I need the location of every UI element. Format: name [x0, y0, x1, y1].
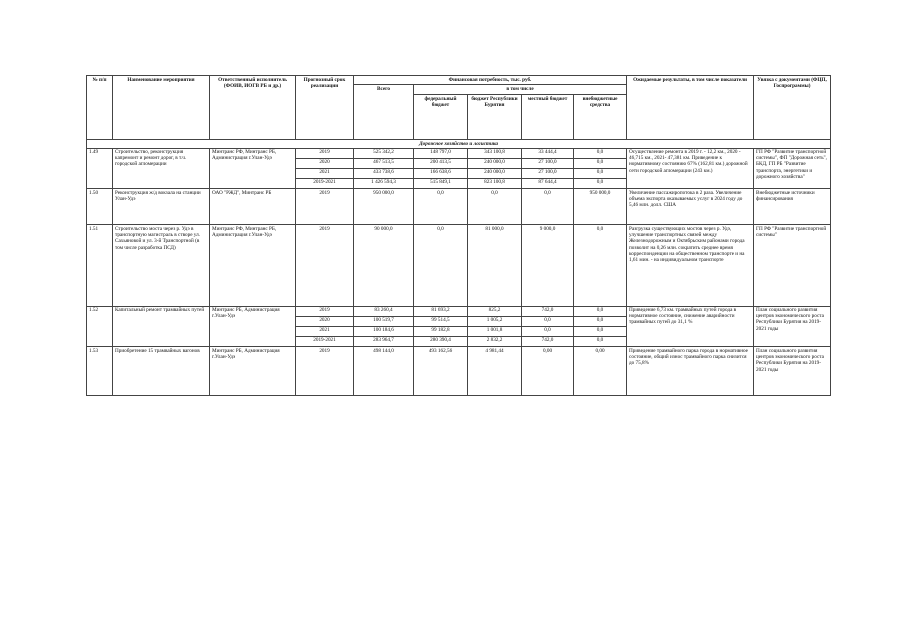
row-local: 27 100,0	[522, 158, 574, 168]
row-extra: 0,0	[574, 224, 627, 306]
header-total: Всего	[354, 85, 414, 139]
row-year: 2021	[296, 168, 354, 178]
row-name: Строительство моста через р. Удэ в транспортную магистраль в створе ул. Сахьяновой и ул. 3-й Транспортной (в том числе разработка ПСД)	[113, 224, 210, 306]
row-total: 283 964,7	[354, 336, 414, 346]
row-total: 100 184,6	[354, 326, 414, 336]
row-results: Приведение 6,73 км. трамвайных путей города в нормативное состояние, снижение аварийности трамвайных путей до 31,1 %	[627, 306, 754, 346]
row-local: 742,0	[522, 336, 574, 346]
row-federal: 99 514,5	[414, 316, 468, 326]
row-republic: 343 100,8	[468, 148, 522, 158]
row-year: 2019	[296, 306, 354, 316]
row-executor: Минтранс РФ, Минтранс РБ, Администрация г.Улан-Удэ	[210, 224, 296, 306]
row-extra: 0,0	[574, 178, 627, 188]
measures-table	[86, 75, 831, 396]
row-executor: ОАО "РЖД", Минтранс РБ	[210, 188, 296, 224]
row-local: 742,0	[522, 306, 574, 316]
row-republic: 81 000,0	[468, 224, 522, 306]
row-federal: 148 797,0	[414, 148, 468, 158]
row-extra: 0,00	[574, 346, 627, 395]
row-year: 2019-2021	[296, 178, 354, 188]
row-local: 0,0	[522, 188, 574, 224]
header-row	[87, 76, 831, 85]
row-year: 2019	[296, 346, 354, 395]
row-federal: 0,0	[414, 188, 468, 224]
row-total: 498 144,0	[354, 346, 414, 395]
row-year: 2019-2021	[296, 336, 354, 346]
row-link: ГП РФ "Развитие транспортной системы", ФП "Дорожная сеть", БКД, ГП РБ "Развитие транспорта, энергетики и дорожного хозяйства"	[754, 148, 831, 188]
row-local: 0,00	[522, 346, 574, 395]
row-year: 2020	[296, 316, 354, 326]
row-name: Приобретение 15 трамвайных вагонов	[113, 346, 210, 395]
row-num: 1.53	[87, 346, 113, 395]
row-name: Реконструкция ж/д вокзала на станции Улан-Удэ	[113, 188, 210, 224]
row-local: 9 000,0	[522, 224, 574, 306]
header-republic: бюджет Республики Бурятия	[468, 94, 522, 139]
header-num: № п/п	[87, 76, 113, 140]
row-local: 0,0	[522, 326, 574, 336]
header-including: в том числе	[414, 85, 627, 94]
row-year: 2019	[296, 148, 354, 158]
row-year: 2020	[296, 158, 354, 168]
header-local: местный бюджет	[522, 94, 574, 139]
header-link: Увязка с документами (ФЦП, Госпрограммы)	[754, 76, 831, 140]
row-total: 90 000,0	[354, 224, 414, 306]
row-total: 100 519,7	[354, 316, 414, 326]
row-num: 1.51	[87, 224, 113, 306]
row-total: 525 342,2	[354, 148, 414, 158]
header-extra: внебюджетные средства	[574, 94, 627, 139]
row-results: Увеличение пассажиропотока в 2 раза. Увеличение объема экспорта оказываемых услуг в 2024 году до 5,46 млн. долл. США	[627, 188, 754, 224]
header-executor: Ответственный исполнитель (ФОИВ, ИОГВ РБ и др.)	[210, 76, 296, 140]
row-total: 950 000,0	[354, 188, 414, 224]
row-federal: 166 638,6	[414, 168, 468, 178]
row-republic: 2 832,2	[468, 336, 522, 346]
table-row	[87, 148, 831, 158]
row-republic: 825,2	[468, 306, 522, 316]
row-year: 2021	[296, 326, 354, 336]
row-republic: 823 100,8	[468, 178, 522, 188]
row-federal: 515 849,1	[414, 178, 468, 188]
row-republic: 240 000,0	[468, 168, 522, 178]
row-num: 1.50	[87, 188, 113, 224]
row-link: План социального развития центров экономического роста Республики Бурятия на 2019-2021 годы	[754, 306, 831, 346]
row-federal: 99 182,8	[414, 326, 468, 336]
row-executor: Минтранс РБ, Администрация г.Улан-Удэ	[210, 306, 296, 346]
row-results: Осуществление ремонта в 2019 г. - 12,2 км., 2020 - 46,715 км., 2021- 47,381 км. Приведение к нормативному состоянию 67% (162,81 км.) дорожной сети городской агломерации (243 км.)	[627, 148, 754, 188]
row-results: Приведение трамвайного парка города в нормативное состояние, общий износ трамвайного парка снизится до 75,8%	[627, 346, 754, 395]
row-republic: 0,0	[468, 188, 522, 224]
row-total: 467 513,5	[354, 158, 414, 168]
row-num: 1.49	[87, 148, 113, 188]
row-federal: 280 390,4	[414, 336, 468, 346]
table-row	[87, 188, 831, 224]
section-row	[87, 139, 831, 148]
header-financing: Финансовая потребность, тыс. руб.	[354, 76, 627, 85]
row-federal: 493 162,56	[414, 346, 468, 395]
row-name: Капитальный ремонт трамвайных путей	[113, 306, 210, 346]
header-results: Ожидаемые результаты, в том числе показатели	[627, 76, 754, 140]
table-row	[87, 224, 831, 306]
row-republic: 1 001,8	[468, 326, 522, 336]
row-extra: 0,0	[574, 168, 627, 178]
row-local: 0,0	[522, 316, 574, 326]
header-name: Наименование мероприятия	[113, 76, 210, 140]
row-num: 1.52	[87, 306, 113, 346]
row-total: 1 426 594,3	[354, 178, 414, 188]
row-year: 2019	[296, 188, 354, 224]
row-total: 433 738,6	[354, 168, 414, 178]
row-link: Внебюджетные источники финансирования	[754, 188, 831, 224]
row-federal: 0,0	[414, 224, 468, 306]
row-extra: 0,0	[574, 158, 627, 168]
row-year: 2019	[296, 224, 354, 306]
row-executor: Минтранс РФ, Минтранс РБ, Администрация г.Улан-Удэ	[210, 148, 296, 188]
row-results: Разгрузка существующих мостов через р. Удэ, улучшение транспортных связей между Железнодорожным и Октябрьским районами города позволит на 0,26 млн. сократить среднее время корреспонденции на общественном транспорте и на 1,61 мин. - на индивидуальном транспорте	[627, 224, 754, 306]
row-local: 27 100,0	[522, 168, 574, 178]
header-federal: федеральный бюджет	[414, 94, 468, 139]
row-executor: Минтранс РБ, Администрация г.Улан-Удэ	[210, 346, 296, 395]
document-sheet	[86, 75, 830, 396]
row-extra: 0,0	[574, 306, 627, 316]
row-republic: 4 981,44	[468, 346, 522, 395]
row-total: 83 260,4	[354, 306, 414, 316]
row-extra: 0,0	[574, 326, 627, 336]
header-term: Прогнозный срок реализации	[296, 76, 354, 140]
row-extra: 0,0	[574, 316, 627, 326]
row-extra: 950 000,0	[574, 188, 627, 224]
row-local: 33 444,4	[522, 148, 574, 158]
row-extra: 0,0	[574, 336, 627, 346]
row-link: ГП РФ "Развитие транспортной системы"	[754, 224, 831, 306]
row-link: План социального развития центров экономического роста Республики Бурятия на 2019-2021 годы	[754, 346, 831, 395]
row-republic: 1 005,2	[468, 316, 522, 326]
row-extra: 0,0	[574, 148, 627, 158]
row-name: Строительство, реконструкция капремонт и ремонт дорог, в т.ч. городской агломерации	[113, 148, 210, 188]
row-federal: 81 693,2	[414, 306, 468, 316]
row-federal: 200 413,5	[414, 158, 468, 168]
row-local: 87 644,4	[522, 178, 574, 188]
table-row	[87, 346, 831, 395]
section-title: Дорожное хозяйство и логистика	[87, 139, 831, 148]
table-row	[87, 306, 831, 316]
row-republic: 240 000,0	[468, 158, 522, 168]
